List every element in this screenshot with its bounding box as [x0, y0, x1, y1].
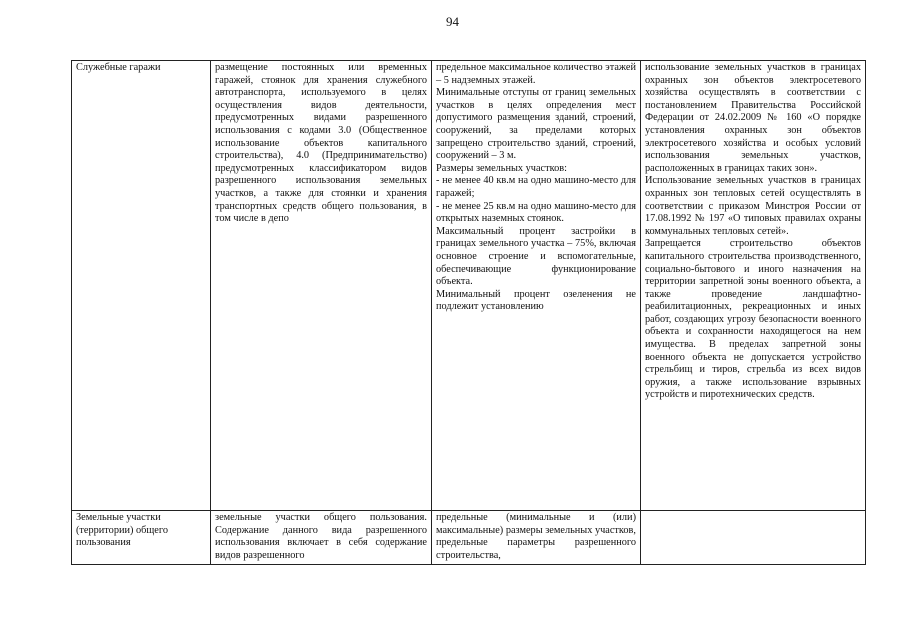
table-row — [72, 61, 866, 511]
use-name-cell — [72, 511, 211, 565]
use-description-cell — [211, 511, 432, 565]
table-row — [72, 511, 866, 565]
parameter-paragraph: Минимальные отступы от границ земельных участков в целях определения мест допустимого размещения зданий, строений, сооружений, за пределами которых запрещено строительство зданий, строений, сооружений – 3 м. — [436, 87, 636, 162]
use-name: Земельные участки (территории) общего пользования — [76, 512, 168, 549]
parameters-cell — [432, 511, 641, 565]
use-name-cell — [72, 61, 211, 511]
use-description-cell — [211, 61, 432, 511]
parameter-paragraph: предельные (минимальные и (или) максимальные) размеры земельных участков, предельные параметры разрешенного строительства, — [436, 512, 636, 561]
use-description: земельные участки общего пользования. Содержание данного вида разрешенного использования включает в себя содержание видов разрешенного — [215, 512, 427, 561]
use-name: Служебные гаражи — [76, 62, 161, 73]
parameter-paragraph: - не менее 25 кв.м на одно машино-место для открытых наземных стоянок. — [436, 200, 636, 225]
parameter-paragraph: - не менее 40 кв.м на одно машино-место для гаражей; — [436, 175, 636, 199]
parameter-paragraph: предельное максимальное количество этажей – 5 надземных этажей. — [436, 62, 636, 86]
page-number: 94 — [446, 14, 459, 29]
restrictions-cell — [641, 511, 866, 565]
restriction-paragraph: Использование земельных участков в границах охранных зон тепловых сетей осуществлять в соответствии с приказом Минстроя России от 17.08.1992 № 197 «О типовых правилах охраны коммунальных тепловых сетей». — [645, 175, 861, 237]
restriction-paragraph: использование земельных участков в границах охранных зон объектов электросетевого хозяйства осуществлять в соответствии с постановлением Правительства Российской Федерации от 24.02.2009 № 160 «О порядке установления охранных зон объектов электросетевого хозяйства и особых условий использования земельных участков, расположенных в границах таких зон». — [645, 62, 861, 174]
use-description: размещение постоянных или временных гаражей, стоянок для хранения служебного автотранспорта, используемого в целях осуществления видов деятельности, предусмотренных видами разрешенного использования с кодами 3.0 (Общественное использование объектов капитального строительства), 4.0 (Предпринимательство) предусмотренных классификатором видов разрешенного использования земельных участков, а также для стоянки и хранения транспортных средств общего пользования, в том числе в депо — [215, 62, 427, 225]
parameter-paragraph: Максимальный процент застройки в границах земельного участка – 75%, включая основное строение и вспомогательные, обеспечивающие функционирование объекта. — [436, 225, 636, 288]
restrictions-cell — [641, 61, 866, 511]
parameter-paragraph: Размеры земельных участков: — [436, 162, 567, 174]
regulations-table — [71, 60, 866, 565]
parameters-cell — [432, 61, 641, 511]
parameter-paragraph: Минимальный процент озеленения не подлежит установлению — [436, 288, 636, 313]
restriction-paragraph: Запрещается строительство объектов капитального строительства производственного, социально-бытового и иного назначения на территории запретной зоны военного объекта, а также проведение ландшафтно-реабилитационных, рекреационных и иных работ, создающих угрозу безопасности военного объекта и сохранности находящегося на нем имущества. В пределах запретной зоны военного объекта не допускается устройство стрельбищ и тиров, стрельба из всех видов оружия, а также использование взрывных устройств и пиротехнических средств. — [645, 238, 861, 401]
